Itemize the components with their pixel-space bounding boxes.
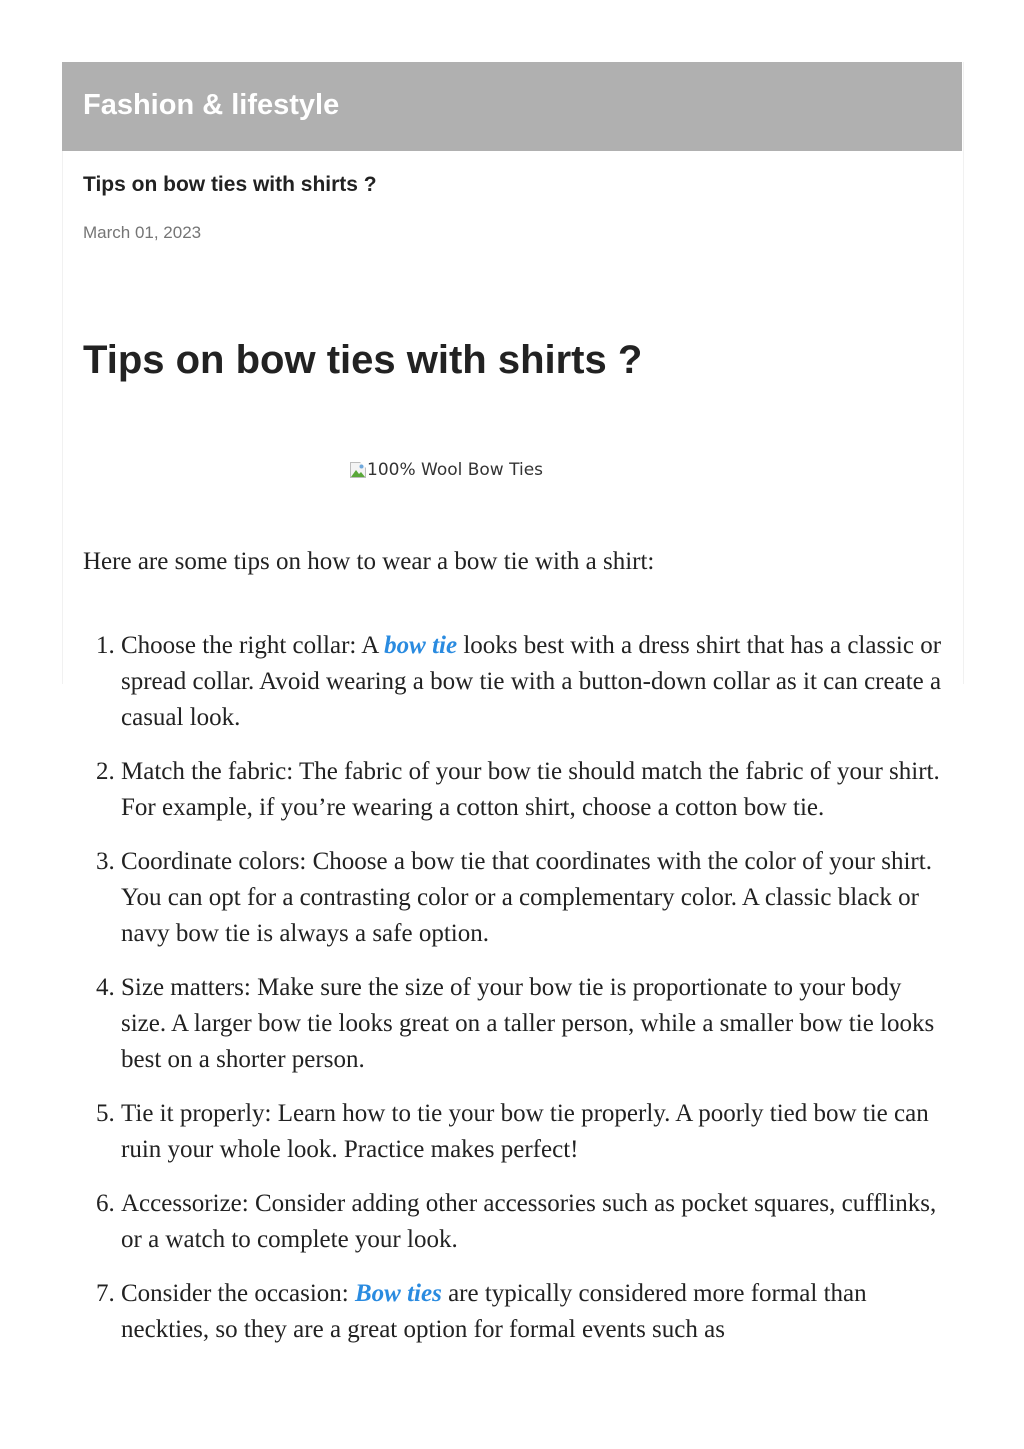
tip-text: Tie it properly: Learn how to tie your bow tie properly. A poorly tied bow tie can ruin your whole look. Practice makes perfect! [121, 1100, 929, 1163]
tip-item [121, 970, 943, 1078]
tips-list [83, 628, 943, 1366]
tip-link[interactable]: bow tie [384, 632, 458, 659]
tip-text: Match the fabric: The fabric of your bow tie should match the fabric of your shirt. For example, if you’re wearing a cotton shirt, choose a cotton bow tie. [121, 758, 940, 821]
tip-text: Size matters: Make sure the size of your bow tie is proportionate to your body size. A larger bow tie looks great on a taller person, while a smaller bow tie looks best on a shorter person. [121, 974, 935, 1073]
broken-image-icon [350, 462, 366, 478]
tip-item [121, 1096, 943, 1168]
tip-item [121, 1276, 943, 1348]
tip-item [121, 1186, 943, 1258]
tip-text: Coordinate colors: Choose a bow tie that coordinates with the color of your shirt. You can opt for a contrasting color or a complementary color. A classic black or navy bow tie is always a safe option. [121, 848, 932, 947]
article-heading: Tips on bow ties with shirts ? [83, 338, 643, 382]
blog-title[interactable]: Fashion & lifestyle [83, 89, 340, 121]
post-date: March 01, 2023 [83, 223, 202, 242]
tip-text: Choose the right collar: A [121, 632, 385, 659]
intro-paragraph: Here are some tips on how to wear a bow tie with a shirt: [83, 548, 655, 575]
tip-text-continued: looks best with a dress shirt that has a classic or spread collar. Avoid wearing a bow tie with a button-down collar as it can create a casual look. [121, 632, 942, 731]
tip-item [121, 628, 943, 736]
tip-item [121, 844, 943, 952]
image-alt-text: 100% Wool Bow Ties [367, 460, 544, 480]
tip-item [121, 754, 943, 826]
tip-link[interactable]: Bow ties [354, 1280, 442, 1307]
tip-text: Consider the occasion: [121, 1280, 355, 1307]
post-title[interactable]: Tips on bow ties with shirts ? [83, 173, 377, 196]
tip-text: Accessorize: Consider adding other accessories such as pocket squares, cufflinks, or a watch to complete your look. [121, 1190, 937, 1253]
tip-text-continued: are typically considered more formal than neckties, so they are a great option for formal events such as [121, 1280, 867, 1343]
article-image[interactable] [350, 460, 543, 480]
